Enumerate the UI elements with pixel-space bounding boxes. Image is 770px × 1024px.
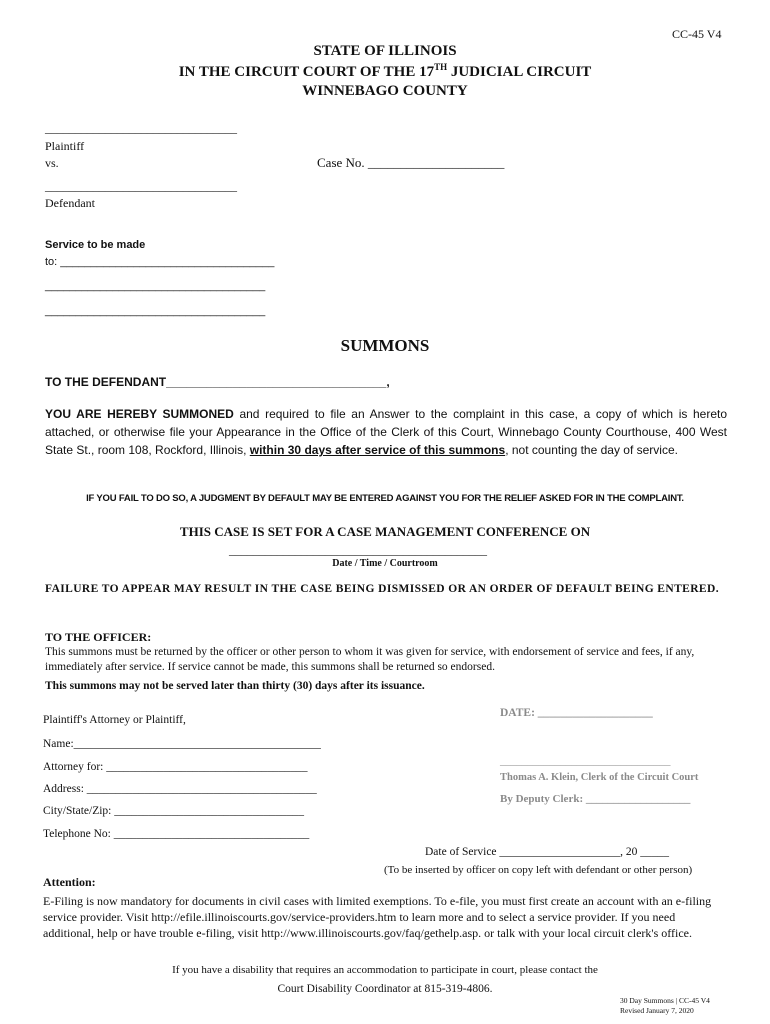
form-code: CC-45 V4 [672, 27, 722, 41]
disability-line-2: Court Disability Coordinator at 815-319-4806. [277, 983, 493, 995]
header-court-suffix: JUDICIAL CIRCUIT [447, 64, 592, 80]
disability-line-1: If you have a disability that requires an accommodation to participate in court, please contact the [172, 964, 598, 976]
officer-text: This summons must be returned by the officer or other person to whom it was given for service, with endorsement of service and fees, if any, immediately after service. If service cannot be made, this summons shall be returned so endorsed. [45, 646, 695, 673]
vs-label: vs. [45, 156, 59, 170]
attention-text: E-Filing is now mandatory for documents in civil cases with limited exemptions. To e-file, you must first create an account with an e-filing service provider. Visit http://efile.illinoiscourts.gov/service-providers.htm to learn more and to select a service provider. If you need additional, help or have trouble e-filing, visit http://www.illinoiscourts.gov/faq/gethelp.asp. or talk with your local circuit clerk's office. [43, 894, 712, 940]
service-label: Service to be made [45, 239, 146, 251]
header-county: WINNEBAGO COUNTY [302, 83, 468, 99]
footer-form-id: 30 Day Summons | CC-45 V4 [620, 996, 710, 1005]
summons-paragraph [45, 405, 727, 459]
default-warning: IF YOU FAIL TO DO SO, A JUDGMENT BY DEFAULT MAY BE ENTERED AGAINST YOU FOR THE RELIEF ASKED FOR IN THE COMPLAINT. [86, 493, 684, 504]
service-address-line-3[interactable]: ____________________________________ [45, 305, 266, 317]
case-number-field[interactable]: Case No. _____________________ [317, 155, 505, 170]
conference-date-field[interactable]: ___________________________________________ [229, 543, 487, 557]
attorney-telephone-field[interactable]: Telephone No: __________________________________ [43, 828, 310, 840]
failure-warning: FAILURE TO APPEAR MAY RESULT IN THE CASE BEING DISMISSED OR AN ORDER OF DEFAULT BEING ENTERED. [45, 583, 719, 595]
attorney-heading: Plaintiff's Attorney or Plaintiff, [43, 714, 186, 726]
clerk-signature-line[interactable]: _______________________________ [500, 755, 671, 767]
plaintiff-blank[interactable]: ________________________________ [45, 121, 237, 135]
defendant-blank[interactable]: ________________________________ [45, 179, 237, 193]
attorney-city-field[interactable]: City/State/Zip: _________________________________ [43, 805, 304, 817]
header-state: STATE OF ILLINOIS [313, 43, 457, 59]
summons-deadline: within 30 days after service of this summons [249, 443, 506, 457]
officer-limit: This summons may not be served later than thirty (30) days after its issuance. [45, 680, 425, 692]
attorney-for-field[interactable]: Attorney for: ___________________________________ [43, 761, 308, 773]
clerk-name: Thomas A. Klein, Clerk of the Circuit Court [500, 772, 699, 783]
service-to-field[interactable]: to: ___________________________________ [45, 256, 275, 268]
defendant-label: Defendant [45, 196, 95, 210]
attention-heading: Attention: [43, 875, 96, 889]
attorney-name-field[interactable]: Name:___________________________________________ [43, 738, 321, 750]
conference-caption: Date / Time / Courtroom [332, 558, 438, 569]
page-title: SUMMONS [340, 336, 430, 355]
service-date-field[interactable]: Date of Service _____________________, 20 _____ [425, 846, 670, 858]
summons-text-2: , not counting the day of service. [505, 443, 678, 457]
officer-heading: TO THE OFFICER: [45, 630, 152, 644]
deputy-clerk-field[interactable]: By Deputy Clerk: ___________________ [500, 793, 691, 805]
header-court [0, 62, 770, 81]
service-date-note: (To be inserted by officer on copy left with defendant or other person) [384, 864, 693, 876]
footer-revised: Revised January 7, 2020 [620, 1006, 694, 1015]
plaintiff-label: Plaintiff [45, 139, 85, 153]
summons-lead: YOU ARE HEREBY SUMMONED [45, 407, 234, 421]
conference-heading: THIS CASE IS SET FOR A CASE MANAGEMENT CONFERENCE ON [179, 524, 591, 539]
header-court-sup: TH [434, 62, 448, 72]
service-address-line-2[interactable]: ____________________________________ [45, 280, 266, 292]
clerk-date-field[interactable]: DATE: ____________________ [500, 707, 653, 719]
header-court-prefix: IN THE CIRCUIT COURT OF THE 17 [178, 64, 435, 80]
to-defendant-field[interactable]: TO THE DEFENDANT_________________________________, [45, 375, 390, 389]
attorney-address-field[interactable]: Address: ________________________________________ [43, 783, 317, 795]
summons-text-1: and required to file an Answer to the complaint in this case, a copy of which is hereto attached, or otherwise file your Appearance in the Office of the Clerk of this Court, Winnebago County Courthouse, 400 West State St., room 108, Rockford, Illinois, [45, 407, 727, 457]
